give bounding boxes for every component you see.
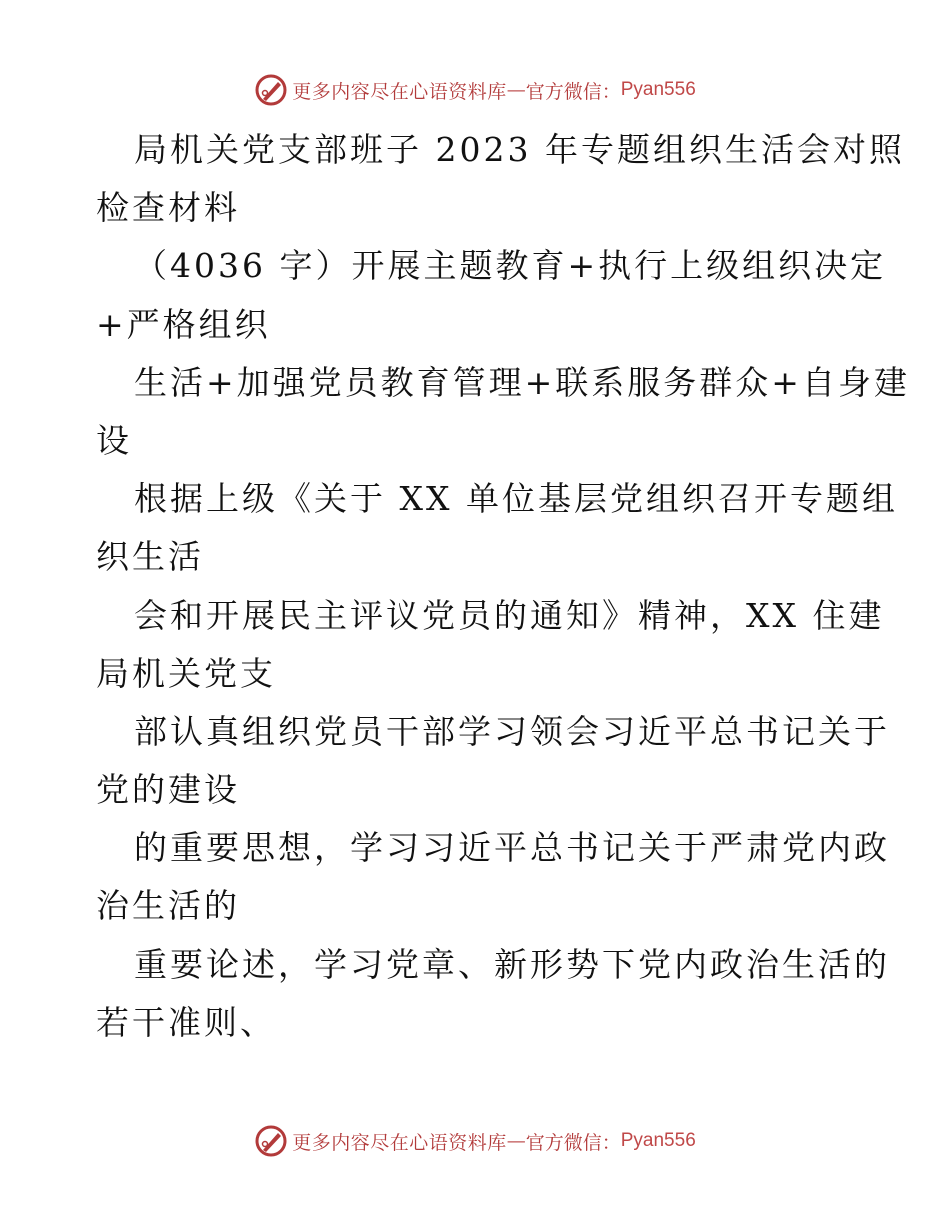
watermark-wechat-label: 官方微信：	[525, 1131, 621, 1154]
paragraph-line: 党的建设	[96, 770, 240, 810]
paragraph-line: 设	[96, 420, 132, 460]
watermark-text: 更多内容尽在心语资料库	[292, 80, 507, 103]
paragraph-line: 重要论述，学习党章、新形势下党内政治生活的	[134, 944, 890, 984]
header-watermark	[0, 70, 950, 110]
paragraph-line: （4036 字）开展主题教育+执行上级组织决定	[134, 246, 887, 286]
paragraph-line: 若干准则、	[96, 1002, 276, 1042]
document-title-line: 局机关党支部班子 2023 年专题组织生活会对照	[134, 130, 905, 169]
document-body	[96, 121, 910, 1052]
paragraph-line: 生活+加强党员教育管理+联系服务群众+自身建	[134, 362, 910, 402]
watermark-wechat-label: 官方微信：	[525, 80, 621, 103]
paragraph-line: 织生活	[96, 537, 204, 577]
footer-watermark	[0, 1121, 950, 1161]
paragraph-line: +严格组织	[96, 304, 271, 344]
watermark-text: 更多内容尽在心语资料库	[292, 1131, 507, 1154]
watermark-separator: —	[506, 79, 526, 101]
paragraph-line: 根据上级《关于 XX 单位基层党组织召开专题组	[134, 479, 898, 519]
watermark-wechat-id: Pyan556	[620, 79, 696, 100]
paragraph-line: 会和开展民主评议党员的通知》精神，XX 住建	[134, 595, 885, 635]
paragraph-line: 部认真组织党员干部学习领会习近平总书记关于	[134, 711, 890, 751]
quill-circle-logo-icon	[254, 73, 288, 107]
paragraph-line: 治生活的	[96, 886, 240, 926]
watermark-wechat-id: Pyan556	[620, 1130, 696, 1151]
paragraph-line: 局机关党支	[96, 653, 276, 693]
quill-circle-logo-icon	[254, 1124, 288, 1158]
watermark-separator: —	[506, 1130, 526, 1152]
document-title-line: 检查材料	[96, 188, 240, 228]
paragraph-line: 的重要思想，学习习近平总书记关于严肃党内政	[134, 828, 890, 868]
